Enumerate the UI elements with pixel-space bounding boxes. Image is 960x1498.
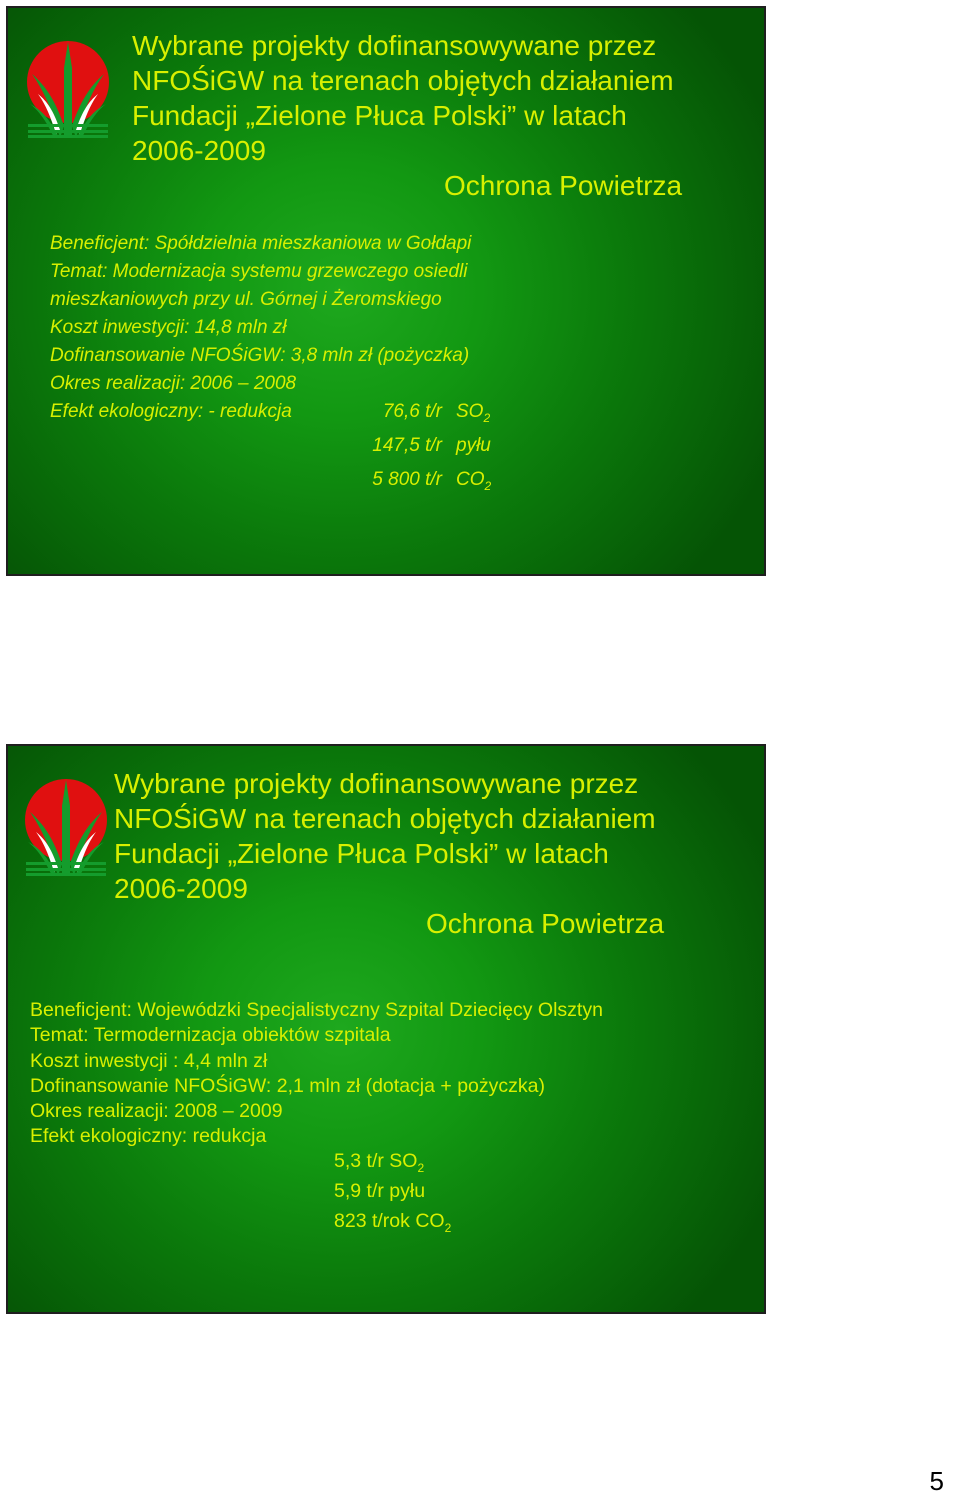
beneficiary-line: Beneficjent: Spółdzielnia mieszkaniowa w Gołdapi xyxy=(50,233,472,254)
slide-2 xyxy=(6,744,766,1314)
slide-1 xyxy=(6,6,766,576)
topic-line: Temat: Termodernizacja obiektów szpitala xyxy=(30,1024,391,1047)
slide-title xyxy=(132,28,752,168)
slide-subtitle: Ochrona Powietrza xyxy=(444,170,683,201)
effect-row xyxy=(352,398,491,432)
effect-amount: 147,5 t/r xyxy=(372,434,442,456)
effect-amount: 5,9 t/r xyxy=(334,1179,384,1202)
title-line: Wybrane projekty dofinansowywane przez xyxy=(114,768,639,799)
funding-line: Dofinansowanie NFOŚiGW: 3,8 mln zł (pożyczka) xyxy=(50,345,470,366)
zielone-pluca-logo-icon xyxy=(24,776,108,876)
effect-amount: 76,6 t/r xyxy=(382,401,442,422)
investment-cost-line: Koszt inwestycji: 14,8 mln zł xyxy=(50,317,287,338)
effect-subscript: 2 xyxy=(444,1220,452,1235)
title-line: NFOŚiGW na terenach objętych działaniem xyxy=(114,803,656,834)
title-line: Wybrane projekty dofinansowywane przez xyxy=(132,30,657,61)
effect-substance: CO xyxy=(456,468,485,490)
slide-title xyxy=(114,766,754,906)
page-number: 5 xyxy=(929,1466,944,1496)
effect-row xyxy=(334,1150,451,1180)
effect-line: Efekt ekologiczny: redukcja xyxy=(30,1125,267,1148)
beneficiary-line: Beneficjent: Wojewódzki Specjalistyczny Szpital Dziecięcy Olsztyn xyxy=(30,999,603,1021)
effect-subscript: 2 xyxy=(483,410,491,425)
effect-substance: pyłu xyxy=(389,1179,426,1202)
funding-line: Dofinansowanie NFOŚiGW: 2,1 mln zł (dotacja + pożyczka) xyxy=(30,1074,545,1097)
effects-list xyxy=(352,398,491,499)
title-line: Fundacji „Zielone Płuca Polski” w latach xyxy=(114,838,609,869)
effect-amount: 5,3 t/r xyxy=(334,1150,384,1172)
effect-substance: CO xyxy=(415,1209,445,1232)
effect-substance: pyłu xyxy=(456,434,491,456)
effect-row xyxy=(334,1180,451,1210)
title-line: 2006-2009 xyxy=(132,135,266,166)
topic-line: Temat: Modernizacja systemu grzewczego osiedli xyxy=(50,261,468,282)
effect-subscript: 2 xyxy=(484,478,492,493)
effects-list xyxy=(334,1150,451,1240)
effect-substance: SO xyxy=(456,401,484,422)
investment-cost-line: Koszt inwestycji : 4,4 mln zł xyxy=(30,1049,268,1072)
effect-line: Efekt ekologiczny: - redukcja xyxy=(50,401,292,422)
effect-row xyxy=(352,432,491,466)
project-info xyxy=(30,998,603,1150)
period-line: Okres realizacji: 2008 – 2009 xyxy=(30,1100,283,1123)
effect-row xyxy=(352,466,491,500)
topic-line-continued: mieszkaniowych przy ul. Górnej i Żeromskiego xyxy=(50,289,442,310)
effect-amount: 823 t/rok xyxy=(334,1209,410,1232)
title-line: 2006-2009 xyxy=(114,873,248,904)
project-info xyxy=(50,230,471,426)
effect-amount: 5 800 t/r xyxy=(372,468,442,490)
title-line: Fundacji „Zielone Płuca Polski” w latach xyxy=(132,100,627,131)
period-line: Okres realizacji: 2006 – 2008 xyxy=(50,373,297,394)
zielone-pluca-logo-icon xyxy=(26,38,110,138)
slide-subtitle: Ochrona Powietrza xyxy=(426,908,665,939)
effect-row xyxy=(334,1210,451,1240)
title-line: NFOŚiGW na terenach objętych działaniem xyxy=(132,65,674,96)
effect-substance: SO xyxy=(389,1150,418,1172)
effect-subscript: 2 xyxy=(417,1160,425,1175)
